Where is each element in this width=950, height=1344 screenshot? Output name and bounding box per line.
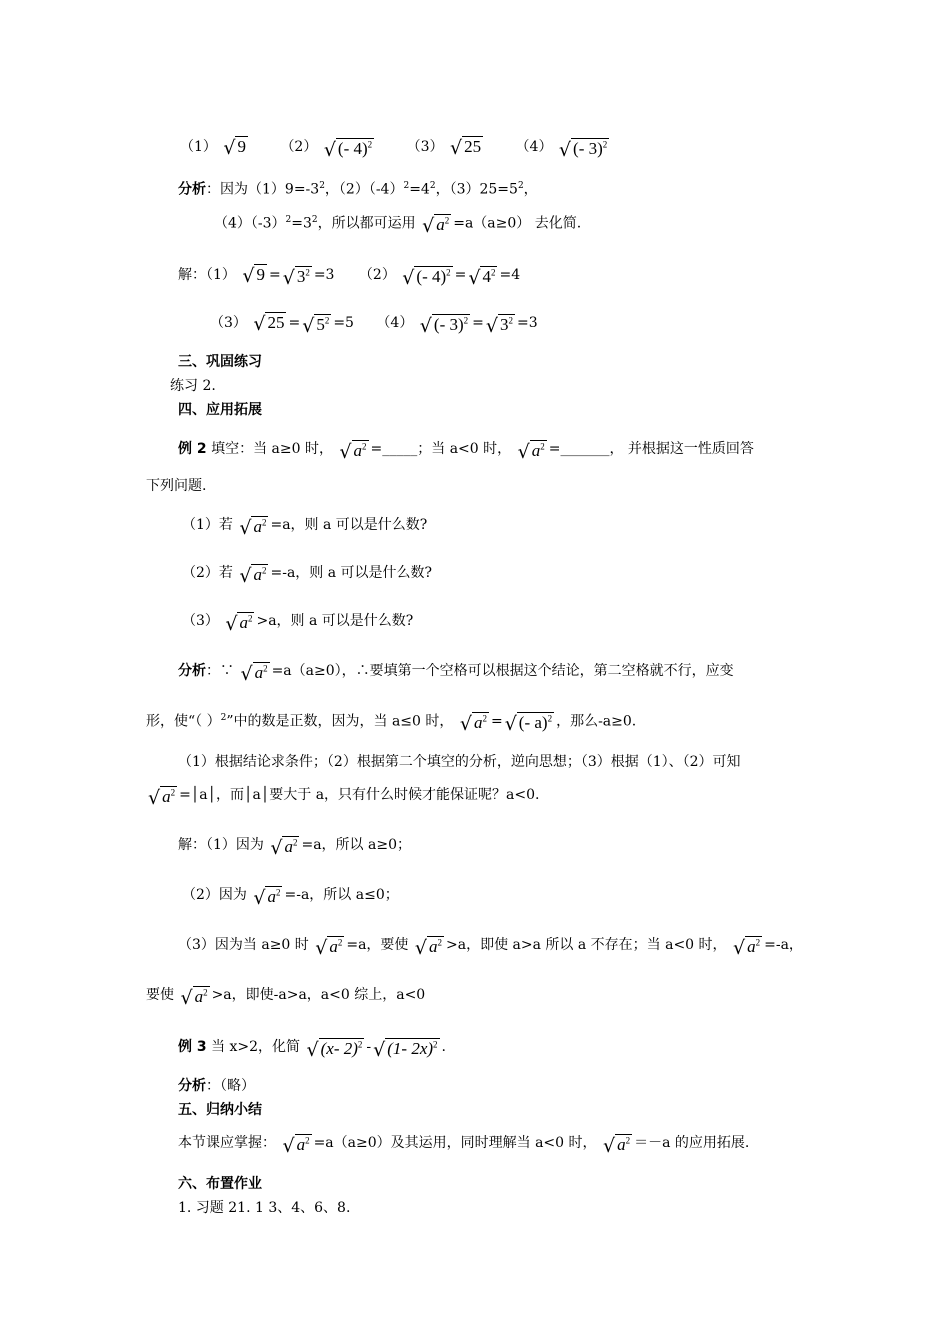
radical: √ $a^2$ xyxy=(733,936,761,959)
section-text: 练习 2. xyxy=(170,378,216,394)
solution-line: （2）因为 √ $a^2 =-a$，所以 a≤0； xyxy=(182,882,399,908)
radical: √ $a^2$ xyxy=(422,215,450,238)
solution-line: （3）因为当 a≥0 时 √ $a^2 =a$，要使 √ $a^2 >a$，即使 a>a 所以 a 不存在；当 a<0 时， √ $a^2 =-a$， xyxy=(178,932,803,958)
question-line: （3） √ $a^2 >a$，则 a 可以是什么数? xyxy=(182,608,413,634)
analysis-line: 形，使“（ ）$^2$”中的数是正数，因为，当 a≤0 时， √ $a^2$ = √ (- a)$^2$ ，那么-a≥0. xyxy=(146,708,636,734)
analysis-line: √ $a^2$ =│a│，而│a│要大于 a，只有什么时候才能保证呢？a<0. xyxy=(146,782,539,808)
radical: √ (1- 2x)$^2$ xyxy=(373,1038,438,1061)
item-label: （1） xyxy=(180,138,217,155)
radical: √ $3^2$ xyxy=(282,266,310,289)
section-heading: 五、归纳小结 xyxy=(178,1102,262,1118)
radical: √ $a^2$ xyxy=(239,516,267,539)
radical: √ $a^2$ xyxy=(180,986,208,1009)
section-heading: 六、布置作业 xyxy=(178,1176,262,1192)
radical: √ $a^2$ xyxy=(148,786,176,809)
radical: √ 9 xyxy=(223,136,246,159)
radical: √ (- 4)$^2$ xyxy=(402,266,451,289)
section-heading: 三、巩固练习 xyxy=(178,354,262,370)
exercise-list xyxy=(180,134,611,160)
item-label: （4） xyxy=(515,138,553,155)
solution-line: 要使 √ $a^2 >a$，即使-a>a，a<0 综上，a<0 xyxy=(146,982,425,1008)
question-line: （2）若 √ $a^2 =-a$，则 a 可以是什么数? xyxy=(182,560,432,586)
radical: √ $a^2$ xyxy=(315,936,343,959)
radical: √ $a^2$ xyxy=(282,1134,310,1157)
radical: √ $5^2$ xyxy=(302,314,330,337)
radical: √ $3^2$ xyxy=(485,314,513,337)
question-line: （1）若 √ $a^2 =a$，则 a 可以是什么数? xyxy=(182,512,427,538)
radical: √ 25 xyxy=(253,312,285,335)
radical: √ $a^2$ xyxy=(339,440,367,463)
radical: √ $a^2$ xyxy=(239,564,267,587)
analysis-line: 分析：（略） xyxy=(178,1078,255,1094)
example-line: 下列问题. xyxy=(146,478,207,494)
analysis-line: 分析：∵ √ $a^2 =a(a\ge 0)$，∴要填第一个空格可以根据这个结论，第二空格就不行，应变 xyxy=(178,658,734,684)
radical: √ (- a)$^2$ xyxy=(504,713,553,736)
radical: √ $a^2$ xyxy=(240,662,268,685)
analysis-line: $(4)(-3)^2=3^2$，所以都可运用 √ $a^2 =a(a\ge 0)$ 去化简. xyxy=(214,210,581,236)
radical: √ (- 4)$^2$ xyxy=(323,138,373,161)
example-line: 例 2 填空：当 a≥0 时， √ $a^2$ =_____；当 a<0 时， √ $a^2$ =_______， 并根据这一性质回答 xyxy=(178,436,754,462)
item-label: （2） xyxy=(280,138,318,155)
radical: √ 25 xyxy=(449,136,482,159)
radical: √ $a^2$ xyxy=(270,836,298,859)
analysis-line: 分析：因为$(1)9=-3^2$，$(2)(-4)^2=4^2$，$(3)25=5^2$， xyxy=(178,181,538,198)
section-text: 1. 习题 21. 1 3、4、6、8. xyxy=(178,1200,351,1216)
analysis-line: （1）根据结论求条件；（2）根据第二个填空的分析，逆向思想；（3）根据（1）、（2）可知 xyxy=(178,754,741,770)
solution-line: 解：（1） √ 9 = √ $3^2 =3$ （2） √ (- 4)$^2$ = √ $4^2 =4$ xyxy=(178,262,520,288)
section-heading: 四、应用拓展 xyxy=(178,402,262,418)
radical: √ $a^2$ xyxy=(459,713,487,736)
section-text: 本节课应掌握： √ $a^2 =a(a\ge 0)$及其运用，同时理解当 a<0 时， √ $a^2 =-a$ 的应用拓展. xyxy=(178,1130,749,1156)
radical: √ $a^2$ xyxy=(225,612,253,635)
radical: √ 9 xyxy=(242,264,265,287)
solution-line: 解：（1）因为 √ $a^2 =a$，所以 a≥0； xyxy=(178,832,411,858)
radical: √ $a^2$ xyxy=(253,886,281,909)
radical: √ $a^2$ xyxy=(414,936,442,959)
radical: √ $a^2$ xyxy=(517,440,545,463)
analysis-label: 分析 xyxy=(178,1078,206,1094)
radical: √ $4^2$ xyxy=(468,266,496,289)
example-label: 例 2 xyxy=(178,440,207,457)
example-label: 例 3 xyxy=(178,1038,207,1055)
radical: √ (- 3)$^2$ xyxy=(558,138,608,161)
solution-line: （3） √ 25 = √ $5^2 =5$ （4） √ (- 3)$^2$ = √ $3^2 =3$ xyxy=(210,310,538,336)
item-label: （3） xyxy=(406,138,444,155)
radical: √ $a^2$ xyxy=(602,1134,631,1157)
analysis-label: 分析 xyxy=(178,662,206,679)
example-line: 例 3 当 x>2，化简 √ (x- 2)$^2$ - √ (1- 2x)$^2$ . xyxy=(178,1034,446,1060)
analysis-label: 分析 xyxy=(178,181,206,198)
radical: √ (- 3)$^2$ xyxy=(419,314,469,337)
radical: √ (x- 2)$^2$ xyxy=(306,1038,363,1061)
